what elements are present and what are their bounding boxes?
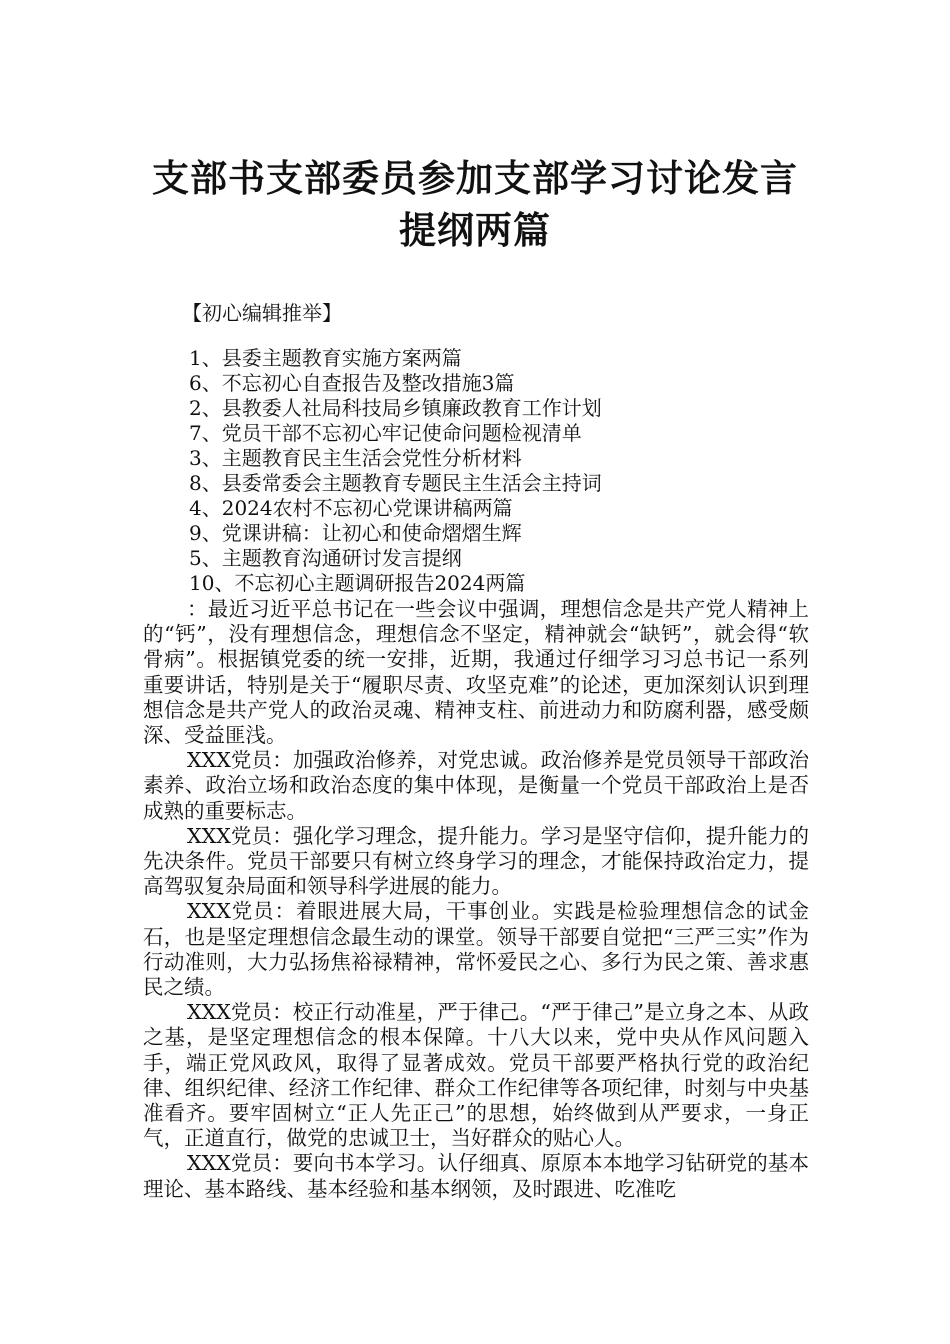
paragraph-intro: ：最近习近平总书记在一些会议中强调，理想信念是共产党人精神上的“钙”，没有理想信念，理想信念不坚定，精神就会“缺钙”，就会得“软骨病”。根据镇党委的统一安排，近期，我通过仔细学习习总书记一系列重要讲话，特别是关于“履职尽责、攻坚克难”的论述，更加深刻认识到理想信念是共产党人的政治灵魂、精神支柱、前进动力和防腐利器，感受颇深、受益匪浅。	[143, 597, 809, 748]
body-text	[143, 597, 809, 1202]
recommend-item: 1、县委主题教育实施方案两篇	[189, 346, 462, 370]
recommend-item: 4、2024农村不忘初心党课讲稿两篇	[189, 496, 513, 520]
title-line-2: 提纲两篇	[399, 208, 551, 252]
recommend-item: 3、主题教育民主生活会党性分析材料	[189, 446, 522, 470]
paragraph: XXX党员：强化学习理念，提升能力。学习是坚守信仰，提升能力的先决条件。党员干部要只有树立终身学习的理念，才能保持政治定力，提高驾驭复杂局面和领导科学进展的能力。	[143, 823, 809, 899]
recommend-item: 9、党课讲稿：让初心和使命熠熠生辉	[189, 521, 522, 545]
recommend-list	[189, 346, 829, 596]
recommend-item: 2、县教委人社局科技局乡镇廉政教育工作计划	[189, 396, 602, 420]
recommend-item: 8、县委常委会主题教育专题民主生活会主持词	[189, 471, 602, 495]
recommend-heading: 【初心编辑推举】	[182, 301, 342, 325]
recommend-item: 5、主题教育沟通研讨发言提纲	[189, 546, 462, 570]
paragraph: XXX党员：校正行动准星，严于律己。“严于律己”是立身之本、从政之基，是坚定理想信念的根本保障。十八大以来，党中央从作风问题入手，端正党风政风，取得了显著成效。党员干部要严格执行党的政治纪律、组织纪律、经济工作纪律、群众工作纪律等各项纪律，时刻与中央基准看齐。要牢固树立“正人先正己”的思想，始终做到从严要求，一身正气，正道直行，做党的忠诚卫士，当好群众的贴心人。	[143, 1000, 809, 1151]
recommend-item: 6、不忘初心自查报告及整改措施3篇	[189, 371, 515, 395]
paragraph: XXX党员：要向书本学习。认仔细真、原原本本地学习钻研党的基本理论、基本路线、基本经验和基本纲领，及时跟进、吃准吃	[143, 1151, 809, 1201]
paragraph: XXX党员：着眼进展大局，干事创业。实践是检验理想信念的试金石，也是坚定理想信念最生动的课堂。领导干部要自觉把“三严三实”作为行动准则，大力弘扬焦裕禄精神，常怀爱民之心、多行为民之策、善求惠民之绩。	[143, 899, 809, 1000]
title-line-1: 支部书支部委员参加支部学习讨论发言	[152, 156, 798, 200]
paragraph: XXX党员：加强政治修养，对党忠诚。政治修养是党员领导干部政治素养、政治立场和政治态度的集中体现，是衡量一个党员干部政治上是否成熟的重要标志。	[143, 748, 809, 823]
recommend-item: 10、不忘初心主题调研报告2024两篇	[189, 571, 526, 595]
recommend-item: 7、党员干部不忘初心牢记使命问题检视清单	[189, 421, 582, 445]
document-title	[100, 153, 850, 257]
